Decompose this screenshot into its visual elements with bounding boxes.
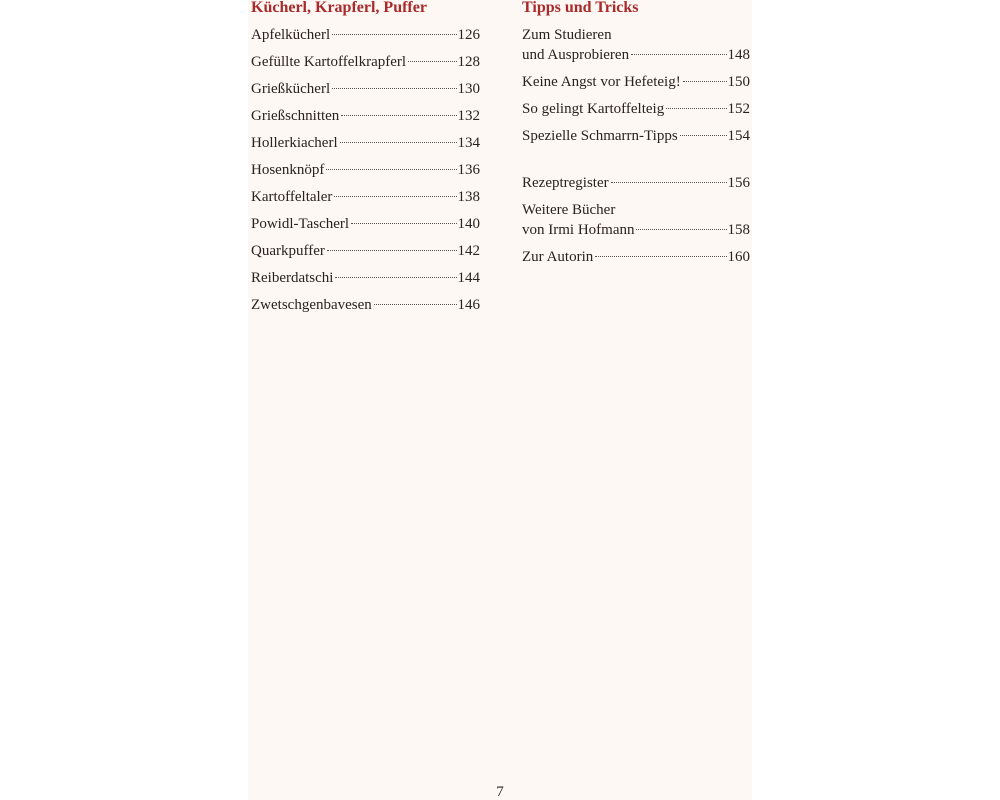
entry-title: Apfelkücherl [251,27,331,43]
entry-title-line2: und Ausprobieren [522,47,630,63]
entry-title: Hosenknöpf [251,162,325,178]
entry-page-number: 158 [727,222,750,238]
dot-leader [351,223,456,224]
toc-entry[interactable] [251,52,480,72]
dot-leader [611,182,727,183]
entry-page-number: 126 [457,27,480,43]
dot-leader [326,169,456,170]
section-gap [522,153,750,173]
entry-title: Hollerkiacherl [251,135,338,151]
entry-title-line1: Zum Studieren [522,27,612,43]
toc-column-left [251,0,480,322]
dot-leader [327,250,457,251]
dot-leader [680,135,727,136]
toc-entry[interactable] [522,126,750,146]
toc-entry[interactable] [251,79,480,99]
entry-page-number: 154 [727,128,750,144]
entry-title: Grießschnitten [251,108,340,124]
toc-entry[interactable] [251,295,480,315]
entry-title: Spezielle Schmarrn-Tipps [522,128,678,144]
entry-page-number: 146 [457,297,480,313]
entry-page-number: 148 [727,47,750,63]
entry-page-number: 140 [457,216,480,232]
entry-title: Keine Angst vor Hefeteig! [522,74,681,90]
toc-list-extra [522,173,750,267]
toc-entry[interactable] [522,247,750,267]
dot-leader [408,61,456,62]
toc-entry[interactable] [251,160,480,180]
entry-title: Quarkpuffer [251,243,325,259]
entry-title: Reiberdatschi [251,270,334,286]
page-number: 7 [496,784,504,800]
dot-leader [332,88,456,89]
entry-page-number: 156 [727,175,750,191]
toc-entry[interactable] [251,25,480,45]
toc-entry[interactable] [251,133,480,153]
toc-entry[interactable] [251,241,480,261]
entry-page-number: 150 [727,74,750,90]
entry-page-number: 160 [727,249,750,265]
dot-leader [332,34,456,35]
toc-entry[interactable] [251,268,480,288]
entry-title: So gelingt Kartoffelteig [522,101,665,117]
toc-entry[interactable] [251,187,480,207]
toc-entry[interactable] [522,200,750,240]
dot-leader [335,277,456,278]
entry-title: Zur Autorin [522,249,594,265]
entry-page-number: 130 [457,81,480,97]
entry-page-number: 144 [457,270,480,286]
dot-leader [341,115,456,116]
toc-entry[interactable] [522,173,750,193]
section-heading-tipps: Tipps und Tricks [522,0,639,16]
entry-page-number: 136 [457,162,480,178]
dot-leader [340,142,457,143]
dot-leader [334,196,456,197]
toc-entry[interactable] [251,106,480,126]
entry-title: Grießkücherl [251,81,331,97]
entry-page-number: 132 [457,108,480,124]
dot-leader [374,304,457,305]
entry-page-number: 128 [457,54,480,70]
section-heading-kuecherl: Kücherl, Krapferl, Puffer [251,0,427,16]
entry-title-line1: Weitere Bücher [522,202,616,218]
toc-entry[interactable] [251,214,480,234]
entry-page-number: 152 [727,101,750,117]
entry-title: Kartoffeltaler [251,189,333,205]
entry-page-number: 134 [457,135,480,151]
toc-list-tipps [522,25,750,146]
dot-leader [631,54,726,55]
toc-entry[interactable] [522,25,750,65]
toc-list-kuecherl [251,25,480,315]
dot-leader [595,256,726,257]
toc-column-right [522,0,750,274]
toc-entry[interactable] [522,72,750,92]
book-page [248,0,752,800]
entry-page-number: 142 [457,243,480,259]
dot-leader [636,229,726,230]
entry-title: Rezeptregister [522,175,609,191]
entry-title: Zwetschgenbavesen [251,297,372,313]
entry-title-line2: von Irmi Hofmann [522,222,635,238]
toc-entry[interactable] [522,99,750,119]
dot-leader [683,81,727,82]
entry-page-number: 138 [457,189,480,205]
entry-title: Gefüllte Kartoffelkrapferl [251,54,407,70]
dot-leader [666,108,726,109]
entry-title: Powidl-Tascherl [251,216,350,232]
